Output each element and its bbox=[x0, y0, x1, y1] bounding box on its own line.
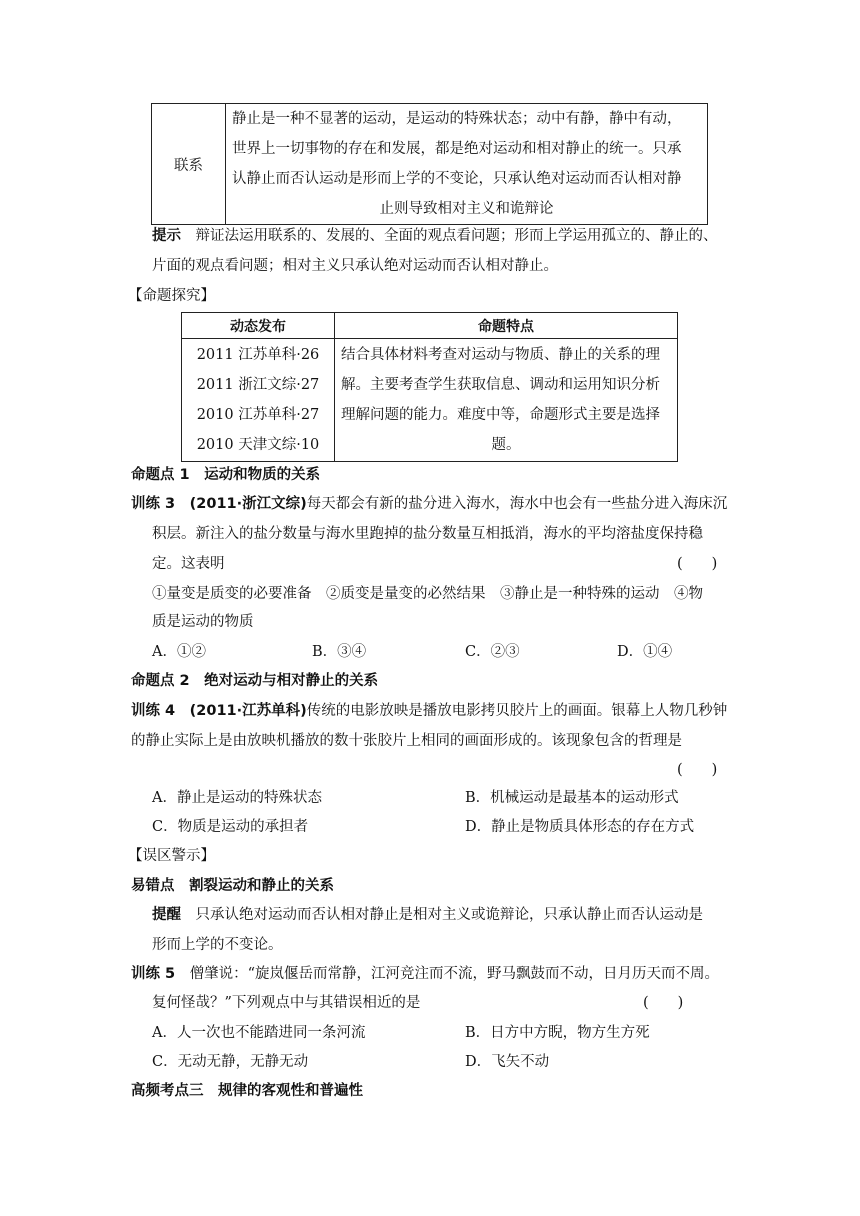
relation-line: 止则导致相对主义和诡辩论 bbox=[379, 201, 554, 217]
train3-line3: 定。这表明 bbox=[152, 556, 225, 572]
source-item: 2011 江苏单科·26 bbox=[196, 347, 320, 363]
train4-paren: ( ) bbox=[677, 762, 718, 778]
reminder-text1: 只承认绝对运动而否认相对静止是相对主义或诡辩论，只承认静止而否认运动是 bbox=[195, 907, 703, 923]
train5-choice-a: A．人一次也不能踏进同一条河流 bbox=[152, 1025, 366, 1041]
relation-line: 世界上一切事物的存在和发展，都是绝对运动和相对静止的统一。只承 bbox=[232, 141, 682, 157]
train3-choice-a: A．①② bbox=[152, 644, 206, 660]
train5-text1: 僧肇说：“旋岚偃岳而常静，江河竞注而不流，野马飘鼓而不动，日月历天而不周。 bbox=[189, 966, 720, 982]
point1-heading: 命题点 1 运动和物质的关系 bbox=[131, 467, 321, 483]
relation-line: 认静止而否认运动是形而上学的不变论，只承认绝对运动而否认相对静 bbox=[232, 171, 682, 187]
train3-paren: ( ) bbox=[677, 556, 718, 572]
train3-label: 训练 3 bbox=[131, 496, 176, 512]
header-features: 命题特点 bbox=[335, 313, 678, 339]
reminder-label: 提醒 bbox=[152, 907, 181, 923]
section-warning: 【误区警示】 bbox=[128, 848, 215, 864]
hint-label: 提示 bbox=[152, 228, 181, 244]
train5-choice-c: C．无动无静，无静无动 bbox=[152, 1054, 309, 1070]
feature-line: 结合具体材料考查对运动与物质、静止的关系的理 bbox=[341, 347, 660, 363]
feature-line: 题。 bbox=[491, 437, 521, 453]
train5-line1 bbox=[131, 962, 719, 983]
train3-options2: 质是运动的物质 bbox=[152, 614, 254, 630]
relation-line: 静止是一种不显著的运动，是运动的特殊状态；动中有静，静中有动， bbox=[232, 111, 682, 127]
hint-line2: 片面的观点看问题；相对主义只承认绝对运动而否认相对静止。 bbox=[152, 258, 558, 274]
train4-line2: 的静止实际上是由放映机播放的数十张胶片上相同的画面形成的。该现象包含的哲理是 bbox=[131, 733, 682, 749]
exploration-table bbox=[181, 312, 678, 462]
train3-text1: 每天都会有新的盐分进入海水，海水中也会有一些盐分进入海床沉 bbox=[306, 496, 728, 512]
reminder-line2: 形而上学的不变论。 bbox=[152, 937, 283, 953]
point2-heading: 命题点 2 绝对运动与相对静止的关系 bbox=[131, 673, 379, 689]
train4-source: (2011·江苏单科) bbox=[189, 703, 307, 719]
hint-line1 bbox=[152, 224, 718, 245]
sources-cell bbox=[182, 339, 335, 462]
feature-line: 解。主要考查学生获取信息、调动和运用知识分析 bbox=[341, 377, 660, 393]
high-frequency-heading: 高频考点三 规律的客观性和普遍性 bbox=[131, 1083, 363, 1099]
train5-paren: ( ) bbox=[643, 995, 684, 1011]
train4-text1: 传统的电影放映是播放电影拷贝胶片上的画面。银幕上人物几秒钟 bbox=[306, 703, 728, 719]
header-release: 动态发布 bbox=[182, 313, 335, 339]
reminder-line1 bbox=[152, 903, 703, 924]
train3-choice-b: B．③④ bbox=[312, 644, 367, 660]
train5-label: 训练 5 bbox=[131, 966, 176, 982]
train3-choice-c: C．②③ bbox=[465, 644, 520, 660]
section-exploration: 【命题探究】 bbox=[128, 288, 215, 304]
train5-line2: 复何怪哉？”下列观点中与其错误相近的是 bbox=[152, 995, 421, 1011]
train5-choice-b: B．日方中方睨，物方生方死 bbox=[465, 1025, 650, 1041]
train3-line1 bbox=[131, 492, 727, 513]
relation-table bbox=[151, 103, 708, 225]
source-item: 2011 浙江文综·27 bbox=[196, 377, 320, 393]
train4-choice-a: A．静止是运动的特殊状态 bbox=[152, 790, 322, 806]
train4-choice-b: B．机械运动是最基本的运动形式 bbox=[465, 790, 679, 806]
hint-text: 辩证法运用联系的、发展的、全面的观点看问题；形而上学运用孤立的、静止的、 bbox=[195, 228, 718, 244]
source-item: 2010 江苏单科·27 bbox=[196, 407, 320, 423]
train3-options1: ①量变是质变的必要准备 ②质变是量变的必然结果 ③静止是一种特殊的运动 ④物 bbox=[152, 586, 703, 602]
train4-choice-c: C．物质是运动的承担者 bbox=[152, 819, 309, 835]
relation-label: 联系 bbox=[152, 104, 226, 225]
relation-content bbox=[226, 104, 708, 225]
features-cell bbox=[335, 339, 678, 462]
train4-label: 训练 4 bbox=[131, 703, 176, 719]
train5-choice-d: D．飞矢不动 bbox=[465, 1054, 550, 1070]
train4-choice-d: D．静止是物质具体形态的存在方式 bbox=[465, 819, 695, 835]
source-item: 2010 天津文综·10 bbox=[196, 437, 320, 453]
feature-line: 理解问题的能力。难度中等，命题形式主要是选择 bbox=[341, 407, 660, 423]
train3-choice-d: D．①④ bbox=[617, 644, 673, 660]
mistake-heading: 易错点 割裂运动和静止的关系 bbox=[131, 878, 334, 894]
train3-line2: 积层。新注入的盐分数量与海水里跑掉的盐分数量互相抵消，海水的平均溶盐度保持稳 bbox=[152, 526, 703, 542]
train4-line1 bbox=[131, 699, 727, 720]
train3-source: (2011·浙江文综) bbox=[189, 496, 307, 512]
